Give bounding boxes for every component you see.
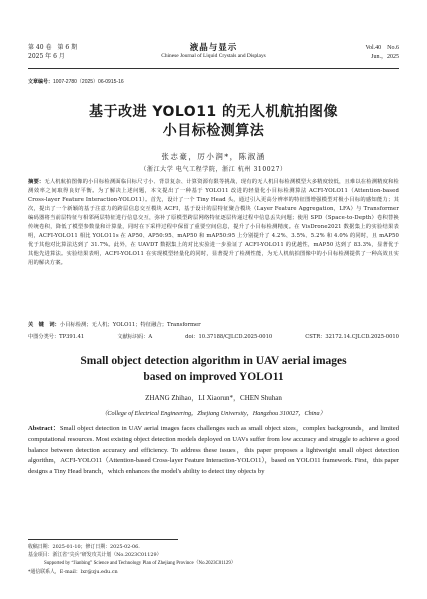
fund-cn: 基金项目：浙江省“尖兵”研发攻关计划（No.2023C01129） bbox=[28, 552, 162, 559]
header-center bbox=[28, 43, 399, 60]
abstract-en-text: Small object detection in UAV aerial images faces challenges such as small object sizes，complex backgrounds，and limited computational resources. Most existing object detection models deployed on UAVs suffer from low accuracy and struggle to achieve a good balance between detection accuracy and efficiency. To address these issues，this paper proposes a lightweight small object detection algorithm，ACFI-YOLO11（Attention-based Cross-layer Feature Interaction-YOLO11），based on YOLO11 framework. First，this paper designs a Tiny Head branch，which enhances the model's ability to detect tiny objects by bbox=[28, 425, 399, 476]
title-en bbox=[28, 353, 399, 385]
clc-number: 中图分类号：TP391.41 bbox=[28, 334, 85, 340]
article-number bbox=[28, 78, 124, 85]
title-cn bbox=[28, 103, 399, 141]
affiliation-en: （College of Electrical Engineering，Zhejiang University，Hangzhou 310027，China） bbox=[101, 410, 326, 417]
article-number-label: 文章编号： bbox=[28, 79, 54, 85]
received-date: 收稿日期：2025-01-10；修订日期：2025-02-06. bbox=[28, 544, 140, 550]
journal-name-en: Chinese Journal of Liquid Crystals and Displays bbox=[161, 53, 266, 59]
document-code: 文献标识码：A bbox=[117, 334, 153, 340]
classification-line bbox=[28, 333, 399, 341]
authors-en: ZHANG Zhihao，LI Xiaorun*，CHEN Shuhan bbox=[145, 394, 282, 402]
header-rule bbox=[28, 68, 399, 69]
issue-date-en: Jun.，2025 bbox=[371, 53, 399, 60]
abstract-cn bbox=[28, 178, 399, 268]
journal-name-cn: 液晶与显示 bbox=[189, 43, 238, 53]
abstract-cn-text: 无人机航拍图像的小目标检测面临目标尺寸小、背景复杂、计算资源有限等挑战，现有的无人机目标检测模型大多精度较低，且难以在检测精度和检测效率之间取得良好平衡。为了解决上述问题，本文提出了一种基于 YOLO11 改进的轻量化小目标检测算法 ACFI-YOLO11（Attention-based Cross-layer Feature Interaction-YOLO11）。首先，设计了一个 Tiny Head 头，通过引入更高分辨率的特征图增强模型对极小目标的感知能力；其次，提出了一个新颖的基于注意力的跨层信息交互模块 ACFI，基于设计的层特征聚合模块（Layer Feature Aggregation，LFA）与 Transformer 编码器将当前层特征与相邻两层特征进行信息交互，弥补了原模型跨层网络特征逐层传递过程中信息丢失问题；使用 SPD（Space-to-Depth）卷积替换传统卷积，降低了模型参数量和计算量，同时在下采样过程中保留了重要空间信息，提升了小目标检测精度。在 VisDrone2021 数据集上的实验结果表明，ACFI-YOLO11 相比 YOLO11s 在 AP50、AP50:95、mAP50 和 mAP50:95 上分别提升了 4.2%、3.5%、5.2% 和 4.0% 的同时，且 mAP50 优于其他对比算法达到了 31.7%。此外，在 UAVDT 数据集上的对比实验进一步验证了 ACFI-YOLO11 的优越性，mAP50 达到了 83.3%，显著优于其他先进算法。实验结果表明，ACFI-YOLO11 在实现模型轻量化的同时，显著提升了检测性能，为无人机航拍图像中的小目标检测提供了一种高效且实用的解决方案。 bbox=[28, 179, 399, 266]
header-right bbox=[365, 44, 399, 61]
cstr: CSTR：32172.14.CJLCD.2025-0010 bbox=[305, 334, 399, 340]
fund-en: Supported by “Jianbing” Science and Technology Plan of Zhejiang Province（No.2023C01129） bbox=[44, 560, 236, 566]
abstract-en bbox=[28, 424, 399, 478]
title-en-line1: Small object detection algorithm in UAV aerial images bbox=[80, 355, 347, 367]
journal-header bbox=[28, 44, 399, 70]
abstract-cn-label: 摘要： bbox=[28, 179, 45, 185]
affiliation-cn: （浙江大学 电气工程学院，浙江 杭州 310027） bbox=[140, 166, 287, 173]
authors-cn: 张志豪，厉小润*，陈淑涵 bbox=[161, 152, 266, 161]
abstract-en-label: Abstract： bbox=[28, 425, 60, 432]
article-number-value: 1007-2780（2025）06-0915-16 bbox=[53, 79, 124, 85]
keywords-cn-label: 关 键 词： bbox=[28, 322, 60, 328]
title-en-line2: based on improved YOLO11 bbox=[143, 371, 284, 383]
doi: doi：10.37188/CJLCD.2025-0010 bbox=[185, 334, 273, 340]
corresponding-author: *通信联系人，E-mail：lxr@zju.edu.cn bbox=[28, 569, 118, 576]
keywords-cn-text: 小目标检测；无人机；YOLO11；特征融合；Transformer bbox=[59, 322, 201, 328]
volume-issue-cn: 第 40 卷 第 6 期 bbox=[28, 44, 78, 51]
issue-date-cn: 2025 年 6 月 bbox=[28, 52, 65, 60]
volume-issue-en: Vol.40 No.6 bbox=[365, 45, 399, 51]
title-cn-line1: 基于改进 YOLO11 的无人机航拍图像 bbox=[88, 104, 339, 120]
footnote bbox=[28, 543, 399, 577]
title-cn-line2: 小目标检测算法 bbox=[162, 123, 265, 139]
footnote-rule bbox=[28, 539, 178, 540]
keywords-cn bbox=[28, 321, 399, 329]
